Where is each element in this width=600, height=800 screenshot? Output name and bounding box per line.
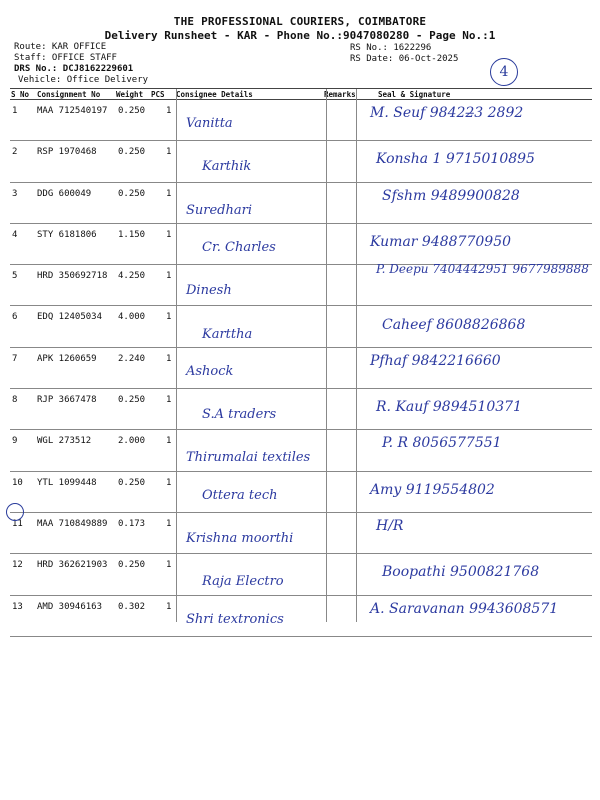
handwritten-signature: M. Seuf 98422̶̶3 2892 xyxy=(370,105,524,121)
drs-value: DCJ8162229601 xyxy=(62,64,134,74)
row-sno: 4 xyxy=(12,229,18,240)
column-divider xyxy=(326,89,327,622)
header-remarks: Remarks xyxy=(324,90,356,99)
row-pcs: 1 xyxy=(166,395,172,406)
header-consignment: Consignment No xyxy=(37,90,101,99)
vehicle: Vehicle: Office Delivery xyxy=(18,75,149,85)
handwritten-consignee: Raja Electro xyxy=(202,574,284,590)
handwritten-signature: Pfhaf 9842216660 xyxy=(370,352,501,369)
row-sno: 13 xyxy=(12,601,23,612)
row-weight: 4.250 xyxy=(118,271,146,282)
drs-label: DRS No.: xyxy=(14,64,58,74)
handwritten-consignee: Shri textronics xyxy=(186,611,284,627)
handwritten-consignee: Vanitta xyxy=(186,116,233,131)
row-weight: 1.150 xyxy=(118,229,146,240)
row-sno: 8 xyxy=(12,395,18,406)
handwritten-signature: Amy 9119554802 xyxy=(370,481,495,498)
row-sno: 1 xyxy=(12,106,18,116)
table-body xyxy=(10,100,592,637)
table-row xyxy=(10,348,592,389)
handwritten-consignee: Thirumalai textiles xyxy=(186,450,311,466)
row-weight: 0.250 xyxy=(118,106,146,116)
row-weight: 0.250 xyxy=(118,560,146,571)
row-sno: 10 xyxy=(12,477,23,488)
document-title: THE PROFESSIONAL COURIERS, COIMBATORE xyxy=(173,15,427,28)
row-consignment-no: HRD 362621903 xyxy=(37,560,108,571)
handwritten-consignee: Karttha xyxy=(202,326,253,342)
handwritten-signature: R. Kauf 9894510371 xyxy=(376,399,522,416)
row-consignment-no: DDG 600049 xyxy=(37,188,92,199)
circled-row-mark xyxy=(6,503,24,521)
handwritten-consignee: Karthik xyxy=(202,159,252,175)
row-sno: 7 xyxy=(12,353,18,364)
row-consignment-no: RSP 1970468 xyxy=(37,147,97,158)
handwritten-consignee: S.A traders xyxy=(202,407,277,423)
row-pcs: 1 xyxy=(166,188,172,199)
handwritten-signature: Caheef 8608826868 xyxy=(382,316,526,333)
route: Route: KAR OFFICE xyxy=(14,42,107,52)
row-pcs: 1 xyxy=(166,601,172,612)
header-consignee: Consignee Details xyxy=(176,90,253,99)
row-consignment-no: MAA 712540197 xyxy=(37,106,108,116)
row-weight: 2.000 xyxy=(118,436,146,447)
row-consignment-no: MAA 710849889 xyxy=(37,518,108,529)
circled-page-mark: 4 xyxy=(490,58,518,86)
row-pcs: 1 xyxy=(166,147,172,158)
handwritten-consignee: Cr. Charles xyxy=(202,239,276,255)
column-divider xyxy=(356,89,357,622)
row-sno: 11 xyxy=(12,518,23,529)
row-pcs: 1 xyxy=(166,477,172,488)
row-pcs: 1 xyxy=(166,106,172,116)
column-divider xyxy=(176,89,177,622)
handwritten-consignee: Dinesh xyxy=(186,283,232,299)
row-weight: 0.173 xyxy=(118,518,146,529)
handwritten-signature: A. Saravanan 9943608571 xyxy=(370,600,559,617)
row-consignment-no: EDQ 12405034 xyxy=(37,312,103,323)
row-consignment-no: RJP 3667478 xyxy=(37,395,97,406)
staff: Staff: OFFICE STAFF xyxy=(14,53,117,63)
handwritten-signature: P. R 8056577551 xyxy=(382,435,502,452)
document-subtitle: Delivery Runsheet - KAR - Phone No.:9047080280 - Page No.:1 xyxy=(104,29,496,42)
row-weight: 4.000 xyxy=(118,312,146,323)
handwritten-signature: Kumar 9488770950 xyxy=(370,233,512,250)
row-pcs: 1 xyxy=(166,518,172,529)
row-weight: 2.240 xyxy=(118,353,146,364)
row-sno: 3 xyxy=(12,188,18,199)
row-weight: 0.302 xyxy=(118,601,146,612)
header-pcs: PCS xyxy=(151,90,165,99)
header-sno: S No xyxy=(11,90,30,99)
row-pcs: 1 xyxy=(166,229,172,240)
row-consignment-no: STY 6181806 xyxy=(37,229,97,240)
runsheet-table xyxy=(10,88,592,637)
row-weight: 0.250 xyxy=(118,477,146,488)
rs-number: RS No.: 1622296 xyxy=(350,43,432,53)
rs-date: RS Date: 06-Oct-2025 xyxy=(350,54,459,64)
row-pcs: 1 xyxy=(166,271,172,282)
row-weight: 0.250 xyxy=(118,147,146,158)
row-weight: 0.250 xyxy=(118,395,146,406)
row-consignment-no: APK 1260659 xyxy=(37,353,97,364)
header-seal: Seal & Signature xyxy=(378,90,451,99)
row-pcs: 1 xyxy=(166,436,172,447)
handwritten-signature: Sfshm 9489900828 xyxy=(382,187,520,204)
row-sno: 12 xyxy=(12,560,23,571)
row-consignment-no: WGL 273512 xyxy=(37,436,92,447)
row-pcs: 1 xyxy=(166,560,172,571)
row-sno: 2 xyxy=(12,147,18,158)
table-row xyxy=(10,513,592,554)
handwritten-signature: Boopathi 9500821768 xyxy=(382,564,540,581)
row-pcs: 1 xyxy=(166,353,172,364)
table-row xyxy=(10,472,592,513)
header-weight: Weight xyxy=(116,90,144,99)
row-consignment-no: AMD 30946163 xyxy=(37,601,103,612)
row-pcs: 1 xyxy=(166,312,172,323)
row-sno: 5 xyxy=(12,271,18,282)
row-consignment-no: YTL 1099448 xyxy=(37,477,97,488)
handwritten-consignee: Ashock xyxy=(186,363,234,379)
handwritten-signature: P. Deepu 7404442951 9677989888 xyxy=(376,262,589,277)
row-weight: 0.250 xyxy=(118,188,146,199)
row-sno: 6 xyxy=(12,312,18,323)
handwritten-consignee: Krishna moorthi xyxy=(186,531,294,546)
table-header xyxy=(10,88,592,100)
handwritten-signature: Konsha 1 9715010895 xyxy=(376,151,535,168)
row-consignment-no: HRD 350692718 xyxy=(37,271,108,282)
handwritten-consignee: Suredhari xyxy=(186,202,253,218)
handwritten-signature: H/R xyxy=(376,518,404,534)
handwritten-consignee: Ottera tech xyxy=(202,487,278,503)
row-sno: 9 xyxy=(12,436,18,447)
